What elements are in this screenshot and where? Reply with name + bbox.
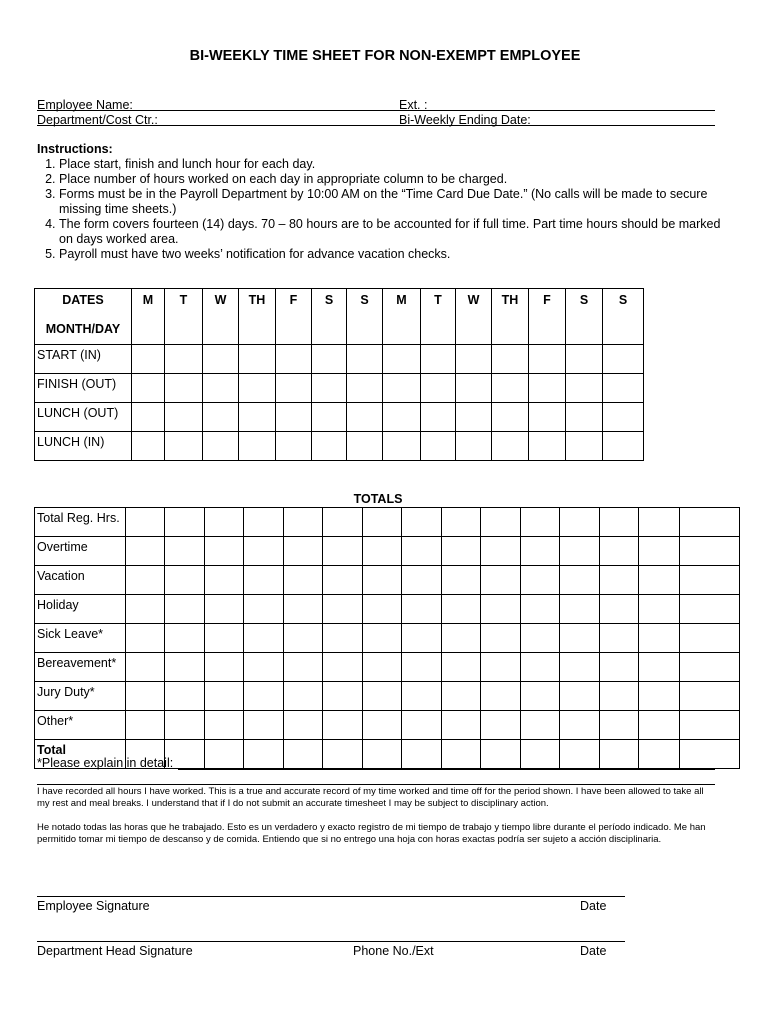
hours-cell[interactable] — [323, 740, 363, 769]
hours-cell[interactable] — [284, 653, 323, 682]
hours-cell[interactable] — [521, 653, 560, 682]
time-cell[interactable] — [312, 374, 347, 403]
time-cell[interactable] — [603, 432, 644, 461]
time-cell[interactable] — [529, 432, 566, 461]
hours-cell[interactable] — [363, 595, 402, 624]
hours-cell[interactable] — [600, 740, 639, 769]
time-cell[interactable] — [529, 374, 566, 403]
hours-cell[interactable] — [521, 566, 560, 595]
employee-name-label: Employee Name: — [37, 98, 133, 112]
dates-header-label: DATES — [62, 293, 104, 307]
hours-cell[interactable] — [165, 508, 205, 537]
table-row — [35, 595, 740, 624]
hours-cell[interactable] — [205, 740, 244, 769]
time-cell[interactable] — [312, 345, 347, 374]
hours-cell[interactable] — [402, 653, 442, 682]
time-cell[interactable] — [276, 345, 312, 374]
hours-cell[interactable] — [600, 711, 639, 740]
dept-head-signature-line[interactable] — [37, 941, 625, 942]
hours-cell[interactable] — [244, 566, 284, 595]
hours-cell[interactable] — [126, 537, 165, 566]
time-cell[interactable] — [239, 345, 276, 374]
hours-cell[interactable] — [560, 566, 600, 595]
hours-cell[interactable] — [639, 711, 680, 740]
hours-cell[interactable] — [402, 740, 442, 769]
hours-cell[interactable] — [442, 566, 481, 595]
hours-cell[interactable] — [600, 653, 639, 682]
hours-cell[interactable] — [323, 537, 363, 566]
day-header: S — [312, 289, 347, 345]
hours-cell[interactable] — [481, 595, 521, 624]
hours-cell[interactable] — [639, 624, 680, 653]
time-cell[interactable] — [492, 345, 529, 374]
time-cell[interactable] — [347, 432, 383, 461]
time-cell[interactable] — [132, 403, 165, 432]
time-cell[interactable] — [456, 374, 492, 403]
department-label: Department/Cost Ctr.: — [37, 113, 158, 127]
instruction-item: 4. The form covers fourteen (14) days. 70 – 80 hours are to be accounted for if full time. Part time hours should be marked on days worked area. — [59, 217, 737, 247]
hours-cell[interactable] — [402, 711, 442, 740]
time-cell[interactable] — [203, 374, 239, 403]
hours-cell[interactable] — [244, 711, 284, 740]
hours-cell[interactable] — [639, 740, 680, 769]
day-header: S — [347, 289, 383, 345]
hours-cell[interactable] — [680, 682, 740, 711]
hours-cell[interactable] — [205, 711, 244, 740]
hours-cell[interactable] — [126, 653, 165, 682]
table-row — [35, 566, 740, 595]
hours-cell[interactable] — [363, 711, 402, 740]
hours-cell[interactable] — [442, 711, 481, 740]
time-cell[interactable] — [203, 403, 239, 432]
hours-cell[interactable] — [323, 711, 363, 740]
time-cell[interactable] — [603, 374, 644, 403]
time-cell[interactable] — [347, 374, 383, 403]
hours-cell[interactable] — [284, 566, 323, 595]
hours-cell[interactable] — [165, 537, 205, 566]
time-cell[interactable] — [203, 432, 239, 461]
hours-cell[interactable] — [284, 595, 323, 624]
hours-cell[interactable] — [680, 653, 740, 682]
time-cell[interactable] — [566, 374, 603, 403]
table-row — [35, 682, 740, 711]
hours-cell[interactable] — [521, 740, 560, 769]
hours-cell[interactable] — [284, 624, 323, 653]
time-cell[interactable] — [383, 345, 421, 374]
totals-table — [34, 507, 740, 769]
instruction-item: 5. Payroll must have two weeks’ notification for advance vacation checks. — [59, 247, 737, 262]
hours-cell[interactable] — [560, 508, 600, 537]
time-cell[interactable] — [312, 432, 347, 461]
time-cell[interactable] — [276, 403, 312, 432]
day-header: S — [603, 289, 644, 345]
hours-cell[interactable] — [363, 682, 402, 711]
time-cell[interactable] — [165, 345, 203, 374]
employee-date-label: Date — [580, 899, 607, 913]
row-label: Overtime — [35, 537, 126, 566]
hours-cell[interactable] — [680, 566, 740, 595]
day-header: M — [132, 289, 165, 345]
hours-cell[interactable] — [481, 682, 521, 711]
time-cell[interactable] — [383, 432, 421, 461]
time-cell[interactable] — [529, 345, 566, 374]
time-cell[interactable] — [347, 345, 383, 374]
day-header: F — [529, 289, 566, 345]
page-title: BI-WEEKLY TIME SHEET FOR NON-EXEMPT EMPLOYEE — [189, 48, 581, 64]
time-cell[interactable] — [566, 403, 603, 432]
hours-cell[interactable] — [680, 508, 740, 537]
hours-cell[interactable] — [442, 508, 481, 537]
hours-cell[interactable] — [521, 711, 560, 740]
employee-signature-line[interactable] — [37, 896, 625, 897]
hours-cell[interactable] — [205, 508, 244, 537]
row-label: FINISH (OUT) — [35, 374, 132, 403]
hours-cell[interactable] — [284, 537, 323, 566]
hours-cell[interactable] — [165, 624, 205, 653]
hours-cell[interactable] — [521, 682, 560, 711]
instruction-item: 1. Place start, finish and lunch hour for each day. — [59, 157, 737, 172]
hours-cell[interactable] — [323, 682, 363, 711]
time-cell[interactable] — [529, 403, 566, 432]
time-cell[interactable] — [603, 403, 644, 432]
row-label: Bereavement* — [35, 653, 126, 682]
hours-cell[interactable] — [600, 566, 639, 595]
hours-cell[interactable] — [481, 537, 521, 566]
row-label: LUNCH (OUT) — [35, 403, 132, 432]
hours-cell[interactable] — [323, 624, 363, 653]
time-cell[interactable] — [239, 403, 276, 432]
day-header: T — [421, 289, 456, 345]
time-cell[interactable] — [203, 345, 239, 374]
hours-cell[interactable] — [284, 711, 323, 740]
hours-cell[interactable] — [402, 566, 442, 595]
hours-cell[interactable] — [165, 566, 205, 595]
time-cell[interactable] — [421, 374, 456, 403]
hours-cell[interactable] — [363, 653, 402, 682]
day-header: F — [276, 289, 312, 345]
hours-cell[interactable] — [680, 711, 740, 740]
time-cell[interactable] — [492, 432, 529, 461]
hours-cell[interactable] — [363, 537, 402, 566]
hours-cell[interactable] — [363, 566, 402, 595]
hours-cell[interactable] — [244, 682, 284, 711]
time-cell[interactable] — [421, 345, 456, 374]
hours-cell[interactable] — [205, 653, 244, 682]
table-row — [35, 508, 740, 537]
hours-cell[interactable] — [205, 566, 244, 595]
day-header: W — [456, 289, 492, 345]
time-cell[interactable] — [165, 403, 203, 432]
hours-cell[interactable] — [481, 566, 521, 595]
time-cell[interactable] — [456, 345, 492, 374]
hours-cell[interactable] — [560, 653, 600, 682]
table-row — [35, 345, 644, 374]
hours-cell[interactable] — [481, 624, 521, 653]
time-cell[interactable] — [132, 432, 165, 461]
time-cell[interactable] — [566, 432, 603, 461]
hours-cell[interactable] — [481, 740, 521, 769]
hours-cell[interactable] — [481, 711, 521, 740]
hours-cell[interactable] — [363, 740, 402, 769]
table-row — [35, 403, 644, 432]
time-cell[interactable] — [312, 403, 347, 432]
hours-cell[interactable] — [521, 508, 560, 537]
time-cell[interactable] — [165, 432, 203, 461]
hours-cell[interactable] — [205, 537, 244, 566]
hours-cell[interactable] — [244, 537, 284, 566]
hours-cell[interactable] — [323, 595, 363, 624]
hours-cell[interactable] — [521, 537, 560, 566]
table-row — [35, 432, 644, 461]
hours-cell[interactable] — [680, 537, 740, 566]
instruction-item: 3. Forms must be in the Payroll Department by 10:00 AM on the “Time Card Due Date.” (No calls will be made to secure missing time sheets.) — [59, 187, 737, 217]
hours-cell[interactable] — [639, 682, 680, 711]
hours-cell[interactable] — [205, 624, 244, 653]
instructions — [37, 142, 737, 262]
hours-cell[interactable] — [600, 537, 639, 566]
hours-cell[interactable] — [165, 595, 205, 624]
hours-cell[interactable] — [560, 711, 600, 740]
hours-cell[interactable] — [639, 537, 680, 566]
hours-cell[interactable] — [639, 595, 680, 624]
table-row — [35, 711, 740, 740]
month-day-header-label: MONTH/DAY — [45, 322, 121, 336]
certification-spanish: He notado todas las horas que he trabajado. Esto es un verdadero y exacto registro de mi tiempo de trabajo y tiempo libre durante el período indicado. Me han permitido tomar mi tiempo de descanso y de comida. Entiendo que si no entrego una hoja con horas exactas podría ser sujeto a acción disciplinaria. — [37, 822, 706, 845]
table-row — [35, 624, 740, 653]
table-row — [35, 374, 644, 403]
explain-label: *Please explain in detail: — [37, 756, 174, 770]
hours-cell[interactable] — [244, 653, 284, 682]
instruction-item: 2. Place number of hours worked on each day in appropriate column to be charged. — [59, 172, 737, 187]
hours-cell[interactable] — [560, 740, 600, 769]
hours-cell[interactable] — [521, 624, 560, 653]
hours-cell[interactable] — [560, 595, 600, 624]
time-cell[interactable] — [603, 345, 644, 374]
time-cell[interactable] — [165, 374, 203, 403]
hours-cell[interactable] — [442, 537, 481, 566]
time-cell[interactable] — [456, 432, 492, 461]
hours-cell[interactable] — [600, 595, 639, 624]
hours-cell[interactable] — [363, 624, 402, 653]
hours-cell[interactable] — [244, 740, 284, 769]
hours-cell[interactable] — [402, 595, 442, 624]
row-label: LUNCH (IN) — [35, 432, 132, 461]
hours-cell[interactable] — [639, 566, 680, 595]
employee-signature-label: Employee Signature — [37, 899, 150, 913]
hours-cell[interactable] — [165, 682, 205, 711]
time-cell[interactable] — [456, 403, 492, 432]
dept-date-label: Date — [580, 944, 607, 958]
hours-cell[interactable] — [363, 508, 402, 537]
row-label: Holiday — [35, 595, 126, 624]
ext-label: Ext. : — [399, 98, 428, 112]
row-label: Jury Duty* — [35, 682, 126, 711]
hours-cell[interactable] — [442, 740, 481, 769]
dept-head-signature-label: Department Head Signature — [37, 944, 193, 958]
instructions-heading: Instructions: — [37, 142, 113, 156]
row-label: Other* — [35, 711, 126, 740]
time-cell[interactable] — [132, 345, 165, 374]
hours-cell[interactable] — [402, 508, 442, 537]
time-cell[interactable] — [383, 374, 421, 403]
hours-cell[interactable] — [442, 624, 481, 653]
hours-cell[interactable] — [600, 682, 639, 711]
time-cell[interactable] — [566, 345, 603, 374]
time-cell[interactable] — [421, 432, 456, 461]
hours-cell[interactable] — [165, 653, 205, 682]
hours-cell[interactable] — [639, 508, 680, 537]
hours-cell[interactable] — [284, 740, 323, 769]
hours-cell[interactable] — [126, 595, 165, 624]
hours-cell[interactable] — [560, 624, 600, 653]
day-header: S — [566, 289, 603, 345]
time-cell[interactable] — [276, 432, 312, 461]
row-label: Total — [35, 740, 126, 769]
hours-cell[interactable] — [442, 682, 481, 711]
hours-cell[interactable] — [442, 595, 481, 624]
hours-cell[interactable] — [442, 653, 481, 682]
time-cell[interactable] — [347, 403, 383, 432]
day-header: TH — [239, 289, 276, 345]
hours-cell[interactable] — [680, 595, 740, 624]
day-header: T — [165, 289, 203, 345]
row-label: Total Reg. Hrs. — [35, 508, 126, 537]
hours-cell[interactable] — [126, 711, 165, 740]
hours-cell[interactable] — [560, 682, 600, 711]
day-header: M — [383, 289, 421, 345]
hours-cell[interactable] — [402, 624, 442, 653]
hours-cell[interactable] — [600, 624, 639, 653]
hours-cell[interactable] — [284, 682, 323, 711]
instructions-list — [37, 157, 737, 262]
hours-cell[interactable] — [284, 508, 323, 537]
hours-cell[interactable] — [323, 508, 363, 537]
explain-line-1[interactable] — [178, 769, 715, 770]
table-header-row — [35, 289, 644, 345]
time-cell[interactable] — [239, 374, 276, 403]
hours-cell[interactable] — [126, 508, 165, 537]
hours-cell[interactable] — [205, 682, 244, 711]
hours-cell[interactable] — [205, 595, 244, 624]
ending-date-label: Bi-Weekly Ending Date: — [399, 113, 531, 127]
totals-heading: TOTALS — [353, 492, 403, 506]
time-cell[interactable] — [239, 432, 276, 461]
hours-cell[interactable] — [521, 595, 560, 624]
time-cell[interactable] — [492, 374, 529, 403]
dates-header — [35, 289, 132, 345]
hours-cell[interactable] — [244, 624, 284, 653]
day-header: W — [203, 289, 239, 345]
day-header: TH — [492, 289, 529, 345]
hours-cell[interactable] — [126, 566, 165, 595]
certification-english: I have recorded all hours I have worked. This is a true and accurate record of my time worked and time off for the period shown. I have been allowed to take all my rest and meal breaks. I understand that if I do not submit an accurate timesheet I may be subject to disciplinary action. — [37, 786, 704, 809]
hours-cell[interactable] — [402, 682, 442, 711]
time-cell[interactable] — [132, 374, 165, 403]
department-line[interactable] — [37, 125, 715, 126]
employee-name-line[interactable] — [37, 110, 715, 111]
time-cell[interactable] — [492, 403, 529, 432]
hours-cell[interactable] — [680, 740, 740, 769]
hours-cell[interactable] — [244, 508, 284, 537]
hours-cell[interactable] — [323, 566, 363, 595]
hours-cell[interactable] — [639, 653, 680, 682]
hours-cell[interactable] — [560, 537, 600, 566]
row-label: START (IN) — [35, 345, 132, 374]
time-cell[interactable] — [276, 374, 312, 403]
row-label: Vacation — [35, 566, 126, 595]
row-label: Sick Leave* — [35, 624, 126, 653]
hours-cell[interactable] — [126, 624, 165, 653]
table-row — [35, 537, 740, 566]
table-row — [35, 653, 740, 682]
hours-cell[interactable] — [165, 711, 205, 740]
hours-cell[interactable] — [481, 508, 521, 537]
explain-line-2[interactable] — [37, 784, 715, 785]
hours-cell[interactable] — [244, 595, 284, 624]
time-cell[interactable] — [421, 403, 456, 432]
hours-cell[interactable] — [481, 653, 521, 682]
hours-cell[interactable] — [402, 537, 442, 566]
hours-cell[interactable] — [323, 653, 363, 682]
hours-cell[interactable] — [600, 508, 639, 537]
phone-ext-label: Phone No./Ext — [353, 944, 434, 958]
time-cell[interactable] — [383, 403, 421, 432]
hours-cell[interactable] — [680, 624, 740, 653]
hours-cell[interactable] — [126, 682, 165, 711]
daily-time-table — [34, 288, 644, 461]
